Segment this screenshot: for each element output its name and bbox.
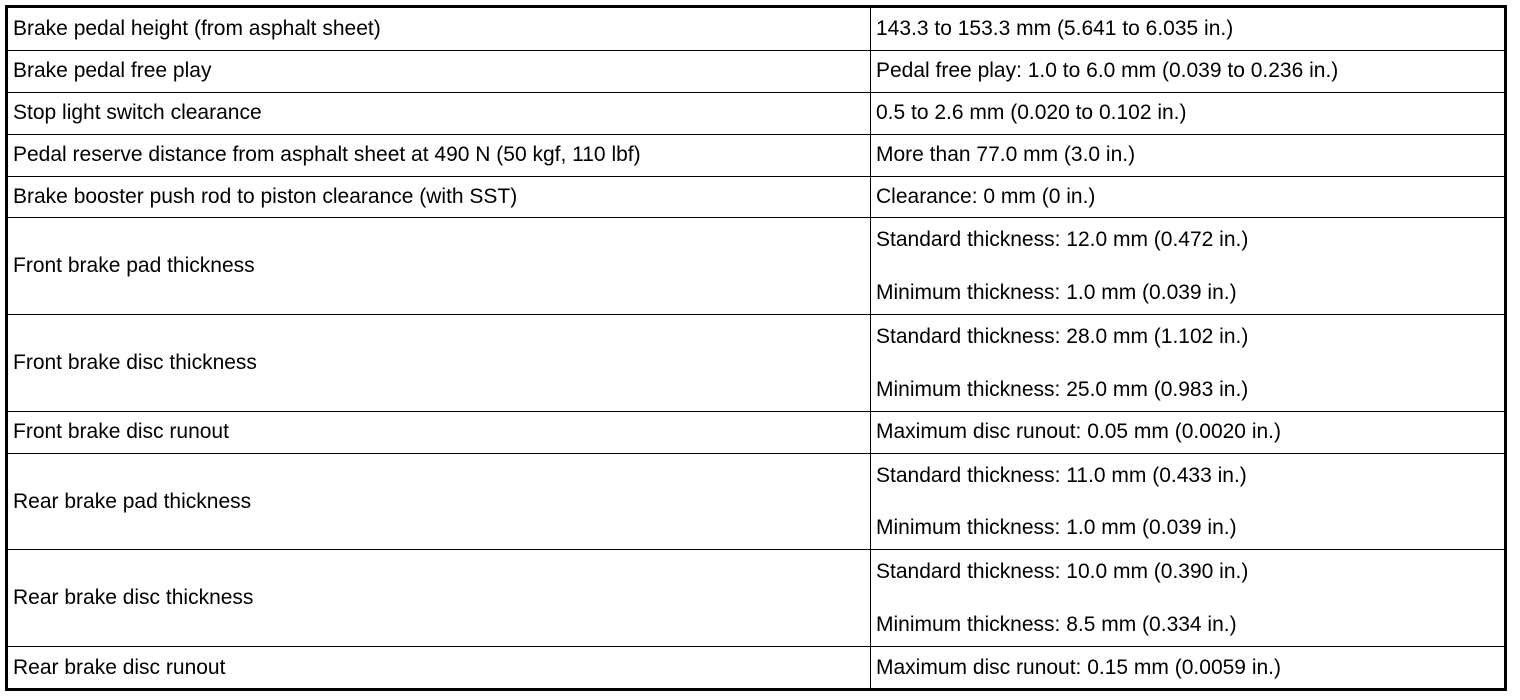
table-row xyxy=(8,549,1504,646)
item-cell: Front brake disc runout xyxy=(8,412,871,453)
standard-value: Standard thickness: 11.0 mm (0.433 in.) xyxy=(876,463,1247,487)
specification-table xyxy=(5,5,1507,691)
table-row xyxy=(8,134,1504,176)
spec-value: Maximum disc runout: 0.15 mm (0.0059 in.) xyxy=(876,655,1281,679)
standard-value: Standard thickness: 12.0 mm (0.472 in.) xyxy=(876,228,1249,252)
table-row xyxy=(8,92,1504,134)
minimum-value: Minimum thickness: 1.0 mm (0.039 in.) xyxy=(876,516,1237,540)
item-cell: Rear brake disc thickness xyxy=(8,550,871,646)
spec-value: Pedal free play: 1.0 to 6.0 mm (0.039 to 0.236 in.) xyxy=(876,59,1339,83)
item-cell: Stop light switch clearance xyxy=(8,93,871,134)
item-cell: Front brake disc thickness xyxy=(8,315,871,411)
table-row xyxy=(8,453,1504,550)
spec-cell xyxy=(871,412,1504,453)
table-row xyxy=(8,411,1504,453)
table-row xyxy=(8,646,1504,688)
spec-value: More than 77.0 mm (3.0 in.) xyxy=(876,143,1136,167)
table-row xyxy=(8,8,1504,50)
spec-cell xyxy=(871,550,1504,646)
spec-cell xyxy=(871,218,1504,314)
spec-cell xyxy=(871,135,1504,176)
spec-cell xyxy=(871,315,1504,411)
table-row xyxy=(8,176,1504,218)
item-cell: Brake pedal height (from asphalt sheet) xyxy=(8,8,871,50)
minimum-value: Minimum thickness: 1.0 mm (0.039 in.) xyxy=(876,281,1237,305)
item-cell: Pedal reserve distance from asphalt sheet at 490 N (50 kgf, 110 lbf) xyxy=(8,135,871,176)
item-cell: Rear brake pad thickness xyxy=(8,454,871,550)
item-cell: Brake booster push rod to piston clearance (with SST) xyxy=(8,177,871,218)
table-row xyxy=(8,50,1504,92)
spec-cell xyxy=(871,93,1504,134)
spec-cell xyxy=(871,177,1504,218)
standard-value: Standard thickness: 10.0 mm (0.390 in.) xyxy=(876,560,1249,584)
minimum-value: Minimum thickness: 25.0 mm (0.983 in.) xyxy=(876,377,1249,401)
item-cell: Brake pedal free play xyxy=(8,51,871,92)
spec-cell xyxy=(871,647,1504,688)
spec-cell xyxy=(871,8,1504,50)
spec-value: 0.5 to 2.6 mm (0.020 to 0.102 in.) xyxy=(876,101,1187,125)
item-cell: Rear brake disc runout xyxy=(8,647,871,688)
spec-value: Clearance: 0 mm (0 in.) xyxy=(876,184,1096,208)
spec-value: Maximum disc runout: 0.05 mm (0.0020 in.) xyxy=(876,420,1281,444)
minimum-value: Minimum thickness: 8.5 mm (0.334 in.) xyxy=(876,613,1237,637)
table-row xyxy=(8,217,1504,314)
spec-cell xyxy=(871,51,1504,92)
spec-cell xyxy=(871,454,1504,550)
standard-value: Standard thickness: 28.0 mm (1.102 in.) xyxy=(876,325,1249,349)
item-cell: Front brake pad thickness xyxy=(8,218,871,314)
spec-value: 143.3 to 153.3 mm (5.641 to 6.035 in.) xyxy=(876,16,1234,40)
table-row xyxy=(8,314,1504,411)
